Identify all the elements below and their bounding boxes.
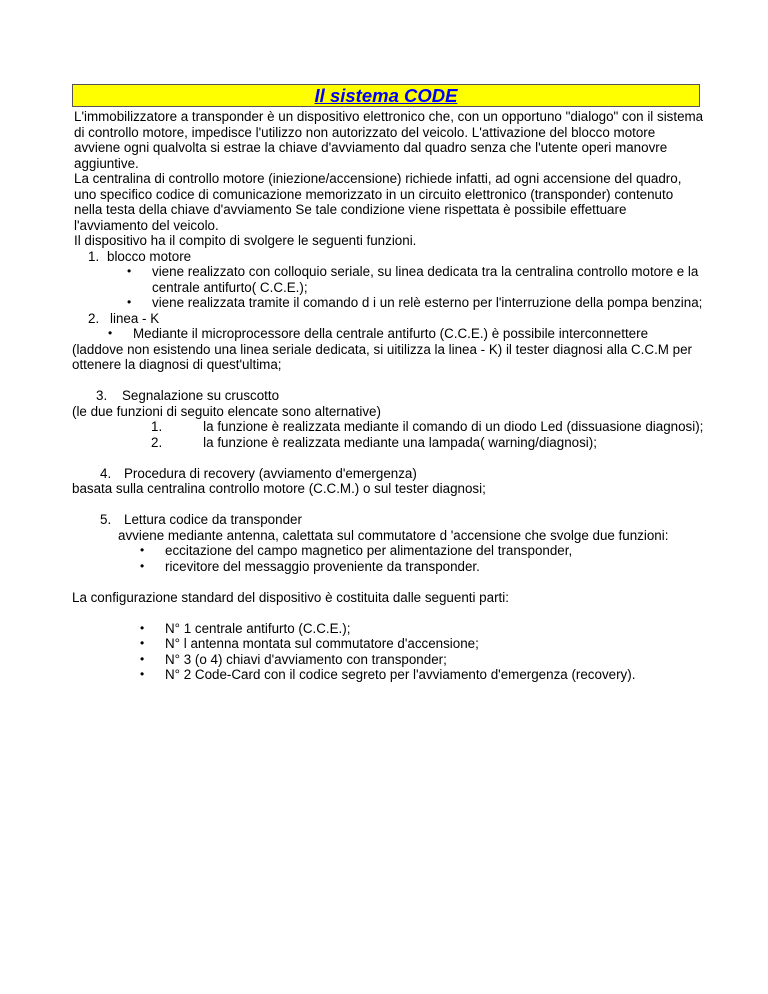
list-item-4-continuation: basata sulla centralina controllo motore (C.C.M.) o sul tester diagnosi;	[72, 481, 486, 496]
bullet-icon: •	[140, 651, 145, 666]
config-item-4: • N° 2 Code-Card con il codice segreto per l'avviamento d'emergenza (recovery).	[140, 667, 636, 682]
list-item-5-bullet-1: • eccitazione del campo magnetico per alimentazione del transponder,	[140, 543, 573, 558]
config-item-2: • N° l antenna montata sul commutatore d'accensione;	[140, 636, 479, 651]
list-item-5-description: avviene mediante antenna, calettata sul commutatore d 'accensione che svolge due funzioni:	[118, 527, 669, 543]
bullet-icon: •	[140, 620, 145, 635]
document-body	[74, 109, 704, 683]
bullet-icon: •	[140, 543, 145, 557]
page-title: Il sistema CODE	[314, 85, 458, 106]
list-item-5: 5. Lettura codice da transponder	[100, 512, 302, 527]
intro-paragraph-1: L'immobilizzatore a transponder è un dispositivo elettronico che, con un opportuno "dialogo" con il sistema di controllo motore, impedisce l'utilizzo non autorizzato del veicolo. L'attivazione del blocco motore avviene ogni qualvolta si estrae la chiave d'avviamento dal quadro senza che l'utente operi manovre aggiuntive.	[74, 109, 704, 171]
intro-paragraph-3: Il dispositivo ha il compito di svolgere le seguenti funzioni.	[74, 233, 417, 248]
config-item-3: • N° 3 (o 4) chiavi d'avviamento con transponder;	[140, 651, 447, 667]
bullet-icon: •	[108, 326, 113, 340]
bullet-icon: •	[127, 295, 132, 309]
intro-paragraph-2: La centralina di controllo motore (iniezione/accensione) richiede infatti, ad ogni accensione del quadro, uno specifico codice di comunicazione memorizzato in un circuito elettronico (transponder) contenuto nella testa della chiave d'avviamento Se tale condizione viene rispettata è possibile effettuare l'avviamento del veicolo.	[74, 171, 682, 233]
config-item-1: • N° 1 centrale antifurto (C.C.E.);	[140, 620, 351, 636]
list-item-1-bullet-2: • viene realizzata tramite il comando d i un relè esterno per l'interruzione della pompa benzina;	[127, 295, 703, 310]
list-item-1-bullet-1: • viene realizzato con colloquio seriale, su linea dedicata tra la centralina controllo motore e la centrale antifurto( C.C.E.);	[127, 264, 699, 295]
bullet-icon: •	[140, 636, 145, 650]
list-item-2-continuation: (laddove non esistendo una linea seriale dedicata, si uitilizza la linea - K) il tester diagnosi alla C.C.M per ottenere la diagnosi di quest'ultima;	[72, 341, 693, 372]
list-item-1: 1. blocco motore	[88, 248, 192, 264]
config-intro: La configurazione standard del dispositivo è costituita dalle seguenti parti:	[72, 589, 509, 605]
list-item-3-sub-2: 2. la funzione è realizzata mediante una lampada( warning/diagnosi);	[151, 434, 597, 450]
title-banner	[72, 84, 700, 107]
list-item-5-bullet-2: • ricevitore del messaggio proveniente da transponder.	[140, 558, 480, 574]
list-item-3-sub-1: 1. la funzione è realizzata mediante il comando di un diodo Led (dissuasione diagnosi);	[151, 419, 704, 434]
list-item-4: 4. Procedura di recovery (avviamento d'emergenza)	[100, 465, 417, 481]
list-item-3: 3. Segnalazione su cruscotto	[96, 388, 280, 403]
bullet-icon: •	[127, 264, 132, 278]
bullet-icon: •	[140, 667, 145, 681]
list-item-2-bullet: • Mediante il microprocessore della centrale antifurto (C.C.E.) è possibile interconnettere	[108, 326, 649, 341]
list-item-2: 2. linea - K	[88, 310, 160, 326]
list-item-3-note: (le due funzioni di seguito elencate sono alternative)	[72, 403, 381, 419]
bullet-icon: •	[140, 558, 145, 573]
